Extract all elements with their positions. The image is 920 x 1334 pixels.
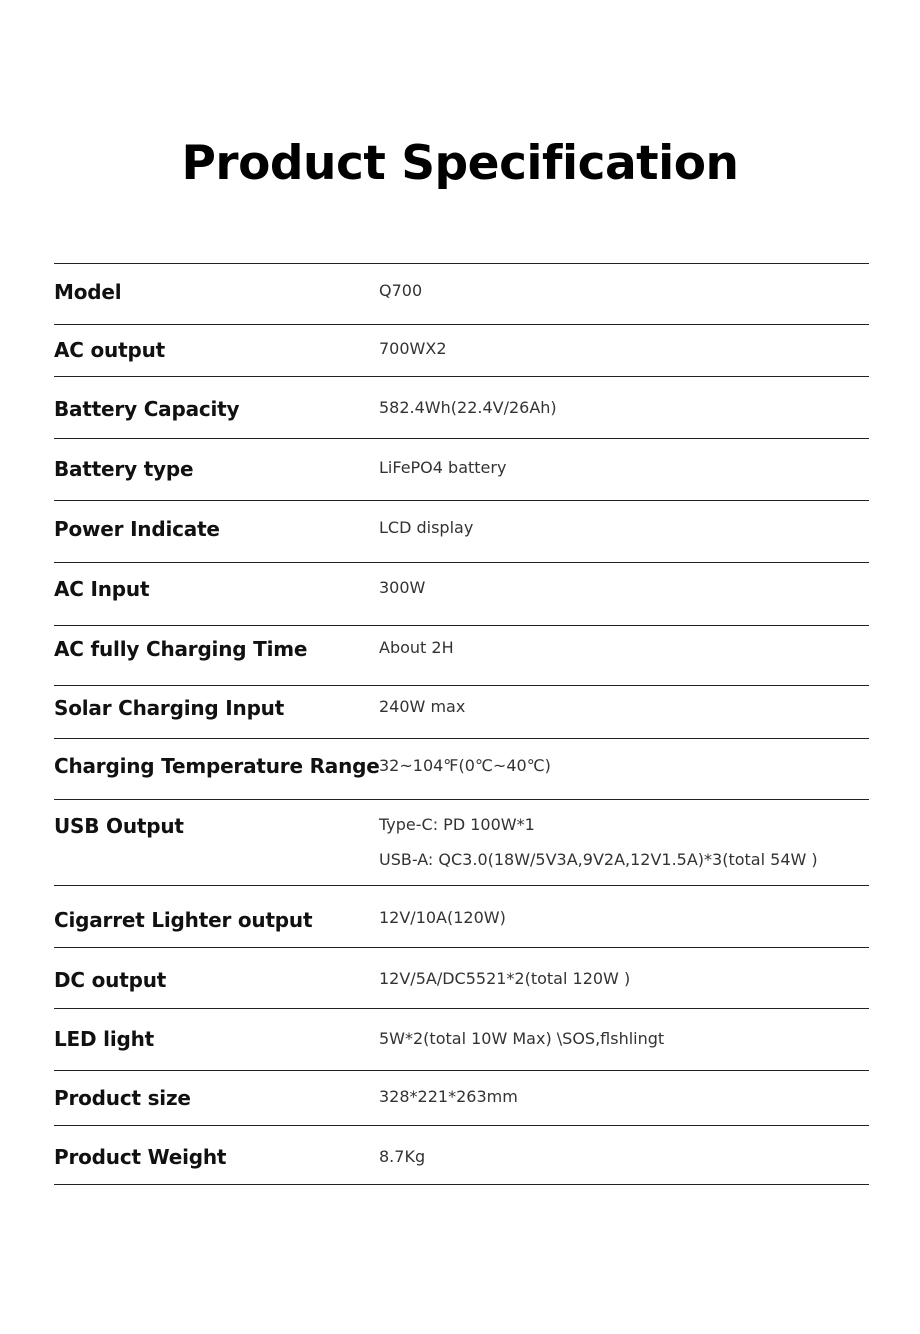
spec-label: DC output [54,968,167,992]
spec-label: Battery type [54,457,194,481]
spec-value: 582.4Wh(22.4V/26Ah) [379,398,557,417]
spec-value: Q700 [379,281,423,300]
spec-value: 5W*2(total 10W Max) \SOS,flshlingt [379,1029,665,1048]
spec-label: Product size [54,1086,191,1110]
spec-row-ac-charging-time [54,626,869,686]
spec-label: Cigarret Lighter output [54,908,313,932]
spec-row-usb-output [54,800,869,886]
spec-label: Power Indicate [54,517,220,541]
spec-label: AC output [54,338,165,362]
spec-row-cigarette-lighter [54,886,869,948]
spec-row-product-weight [54,1126,869,1185]
spec-row-ac-input [54,563,869,626]
spec-label: AC Input [54,577,150,601]
spec-row-battery-type [54,439,869,501]
spec-label: Model [54,280,122,304]
spec-row-ac-output [54,325,869,377]
spec-label: Charging Temperature Range [54,754,380,778]
spec-value: LiFePO4 battery [379,458,507,477]
spec-value: 32~104℉(0℃~40℃) [379,756,551,775]
spec-label: AC fully Charging Time [54,637,308,661]
spec-row-product-size [54,1071,869,1126]
spec-label: USB Output [54,814,184,838]
spec-label: LED light [54,1027,154,1051]
spec-value: About 2H [379,638,454,657]
spec-row-battery-capacity [54,377,869,439]
spec-value: 8.7Kg [379,1147,426,1166]
spec-label: Solar Charging Input [54,696,285,720]
spec-label: Battery Capacity [54,397,240,421]
spec-value: 240W max [379,697,466,716]
spec-value: LCD display [379,518,474,537]
spec-value: Type-C: PD 100W*1 [379,815,535,834]
spec-row-solar-input [54,686,869,739]
spec-table [54,263,869,1185]
spec-value: 700WX2 [379,339,447,358]
spec-row-temperature-range [54,739,869,800]
page-title: Product Specification [181,136,739,191]
spec-value: 12V/5A/DC5521*2(total 120W ) [379,969,631,988]
spec-row-led-light [54,1009,869,1071]
spec-value: 300W [379,578,426,597]
spec-value: 12V/10A(120W) [379,908,506,927]
spec-value: 328*221*263mm [379,1087,518,1106]
spec-row-dc-output [54,948,869,1009]
spec-label: Product Weight [54,1145,227,1169]
spec-row-power-indicate [54,501,869,563]
spec-value-secondary: USB-A: QC3.0(18W/5V3A,9V2A,12V1.5A)*3(total 54W ) [379,850,818,869]
spec-row-model [54,264,869,325]
